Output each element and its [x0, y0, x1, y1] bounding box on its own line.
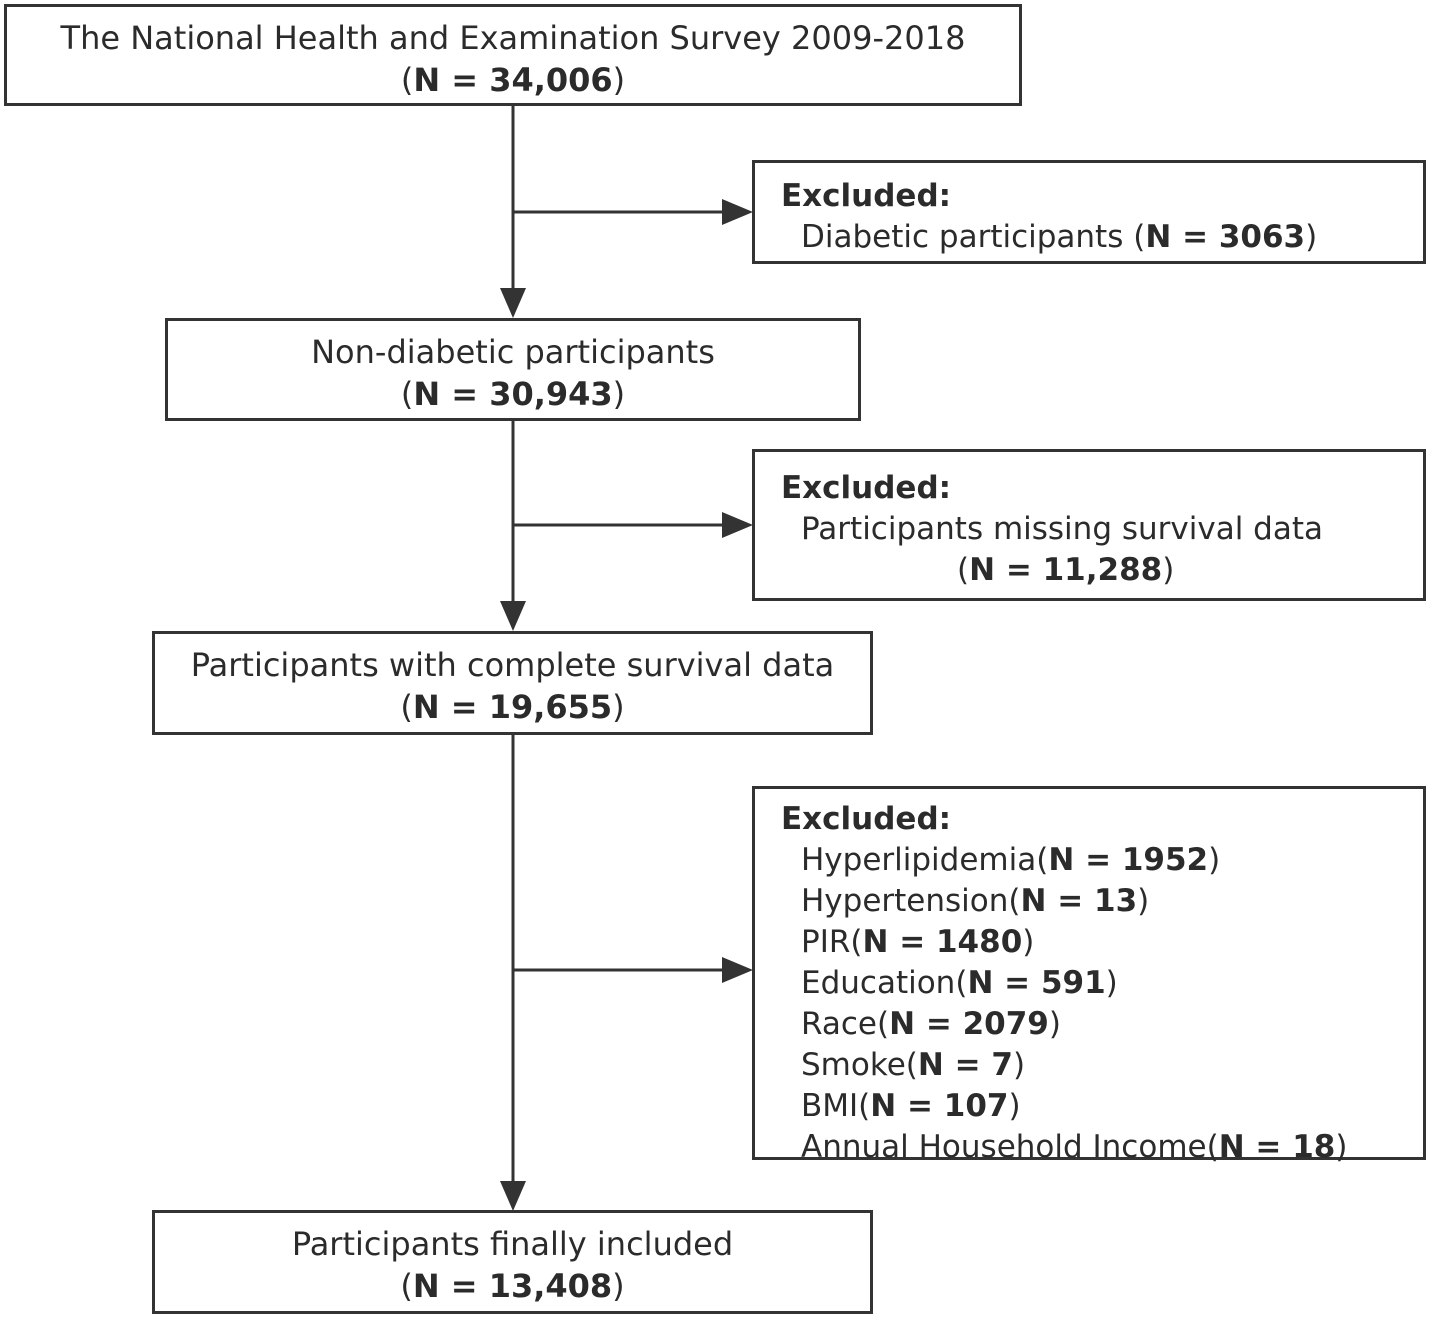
- arrowhead-right-1: [722, 199, 753, 225]
- count-value: N = 13,408: [412, 1267, 613, 1305]
- excluded-heading: Excluded:: [781, 470, 952, 506]
- excluded-item-income: Annual Household Income(N = 18): [801, 1129, 1348, 1165]
- box-survey-total: The National Health and Examination Survey 2009-2018 (N = 34,006): [4, 4, 1022, 106]
- box-label: Participants with complete survival data: [190, 646, 835, 684]
- box-label: The National Health and Examination Survey 2009-2018: [60, 19, 966, 57]
- box-complete-survival: Participants with complete survival data (N = 19,655): [152, 631, 873, 735]
- count-value: N = 34,006: [413, 61, 613, 99]
- excluded-item: Diabetic participants (N = 3063): [801, 219, 1318, 255]
- arrowhead-right-3: [722, 957, 753, 983]
- count-value: N = 19,655: [412, 688, 613, 726]
- box-excluded-covariates: [752, 786, 1426, 1165]
- arrowhead-down-2: [500, 601, 526, 631]
- excluded-heading: Excluded:: [781, 801, 952, 837]
- count-value: N = 30,943: [413, 375, 613, 413]
- box-label: Participants finally included: [291, 1225, 734, 1263]
- excluded-count: (N = 11,288): [957, 552, 1175, 588]
- excluded-item-bmi: BMI(N = 107): [801, 1088, 1021, 1124]
- excluded-item-race: Race(N = 2079): [801, 1006, 1061, 1042]
- arrowhead-down-3: [500, 1181, 526, 1211]
- box-label: Non-diabetic participants: [311, 333, 715, 371]
- excluded-item-pir: PIR(N = 1480): [801, 924, 1035, 960]
- excluded-item-hyperlipidemia: Hyperlipidemia(N = 1952): [801, 842, 1221, 878]
- excluded-heading: Excluded:: [781, 178, 952, 214]
- excluded-item: Participants missing survival data: [801, 511, 1323, 547]
- excluded-item-education: Education(N = 591): [801, 965, 1118, 1001]
- box-non-diabetic: Non-diabetic participants (N = 30,943): [165, 318, 861, 421]
- box-excluded-diabetic: [752, 160, 1426, 264]
- box-finally-included: Participants finally included (N = 13,408): [152, 1210, 873, 1314]
- arrowhead-down-1: [500, 288, 526, 318]
- arrowhead-right-2: [722, 512, 753, 538]
- excluded-item-smoke: Smoke(N = 7): [801, 1047, 1026, 1083]
- excluded-item-hypertension: Hypertension(N = 13): [801, 883, 1150, 919]
- box-excluded-survival: [752, 449, 1426, 601]
